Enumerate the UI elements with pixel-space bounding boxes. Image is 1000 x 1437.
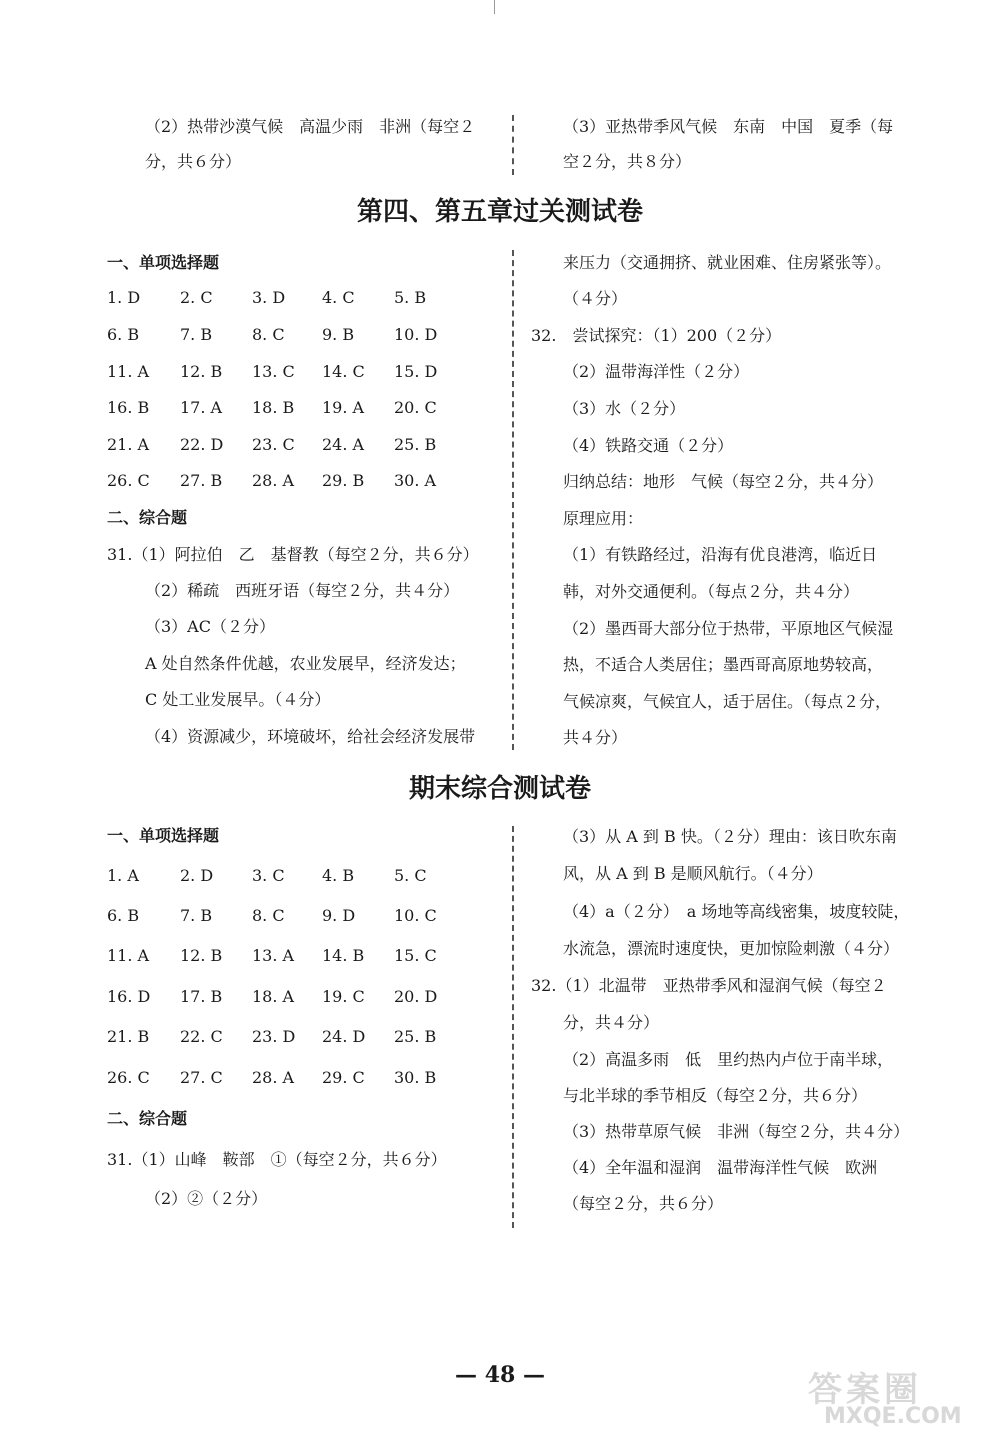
choice-heading: 一、单项选择题 (107, 826, 220, 845)
answer-item: 2. C (180, 288, 213, 307)
top-left-line-1: （2）热带沙漠气候 高温少雨 非洲（每空２ (145, 117, 476, 136)
right-answer-line: （2）墨西哥大部分位于热带，平原地区气候湿 (563, 619, 894, 638)
top-right-line-2: 空２分，共８分） (563, 152, 692, 171)
answer-item: 9. D (322, 906, 356, 925)
answer-item: 7. B (180, 325, 213, 344)
answer-item: 17. B (180, 987, 223, 1006)
answer-item: 21. A (107, 435, 150, 454)
left-answer-line: （2）稀疏 西班牙语（每空２分，共４分） (145, 581, 460, 600)
answer-item: 10. D (394, 325, 438, 344)
answer-item: 11. A (107, 946, 150, 965)
right-answer-line: （4）a（２分） a 场地等高线密集，坡度较陡， (563, 902, 910, 921)
answer-item: 13. C (252, 362, 295, 381)
right-answer-line: （４分） (563, 289, 628, 308)
right-answer-line: 来压力（交通拥挤、就业困难、住房紧张等）。 (563, 253, 892, 272)
column-divider (512, 250, 514, 750)
answer-item: 23. C (252, 435, 295, 454)
right-answer-line: （1）有铁路经过，沿海有优良港湾，临近日 (563, 545, 878, 564)
answer-item: 14. B (322, 946, 365, 965)
right-answer-line: 32. 尝试探究：（1）200（２分） (531, 326, 782, 345)
answer-item: 28. A (252, 1068, 295, 1087)
watermark-url-text: MXQE.COM (824, 1404, 962, 1429)
answer-item: 15. C (394, 946, 437, 965)
answer-item: 11. A (107, 362, 150, 381)
answer-item: 22. D (180, 435, 224, 454)
answer-item: 26. C (107, 1068, 150, 1087)
right-answer-line: （4）铁路交通（２分） (563, 436, 734, 455)
column-divider (512, 826, 514, 1228)
watermark-logo (808, 1362, 988, 1432)
right-answer-line: （4）全年温和湿润 温带海洋性气候 欧洲 (563, 1158, 878, 1177)
top-right-line-1: （3）亚热带季风气候 东南 中国 夏季（每 (563, 117, 894, 136)
section-title: 期末综合测试卷 (408, 774, 591, 804)
answer-item: 15. D (394, 362, 438, 381)
answer-item: 18. B (252, 398, 295, 417)
left-answer-line: 31.（1）山峰 鞍部 ①（每空２分，共６分） (107, 1150, 447, 1169)
choice-heading: 一、单项选择题 (107, 253, 220, 272)
top-crop-mark (494, 0, 495, 14)
answer-item: 6. B (107, 906, 140, 925)
right-answer-line: 韩，对外交通便利。（每点２分，共４分） (563, 582, 860, 601)
answer-item: 30. A (394, 471, 437, 490)
right-answer-line: 风，从 A 到 B 是顺风航行。（４分） (563, 864, 823, 883)
answer-item: 30. B (394, 1068, 437, 1087)
right-answer-line: 气候凉爽，气候宜人，适于居住。（每点２分， (563, 692, 892, 711)
answer-item: 14. C (322, 362, 365, 381)
answer-item: 1. A (107, 866, 139, 885)
answer-item: 20. D (394, 987, 438, 1006)
answer-item: 23. D (252, 1027, 296, 1046)
answer-item: 24. D (322, 1027, 366, 1046)
top-left-line-2: 分，共６分） (145, 152, 242, 171)
answer-item: 17. A (180, 398, 223, 417)
left-answer-line: （2）②（２分） (145, 1189, 268, 1208)
answer-item: 13. A (252, 946, 295, 965)
answer-item: 20. C (394, 398, 437, 417)
comprehensive-heading: 二、综合题 (107, 1109, 188, 1128)
answer-item: 24. A (322, 435, 365, 454)
answer-item: 5. C (394, 866, 427, 885)
right-answer-line: 原理应用： (563, 509, 644, 528)
answer-item: 12. B (180, 946, 223, 965)
answer-item: 27. B (180, 471, 223, 490)
answer-item: 10. C (394, 906, 437, 925)
answer-item: 6. B (107, 325, 140, 344)
answer-item: 26. C (107, 471, 150, 490)
answer-item: 3. C (252, 866, 285, 885)
column-divider (512, 115, 514, 175)
right-answer-line: （3）水（２分） (563, 399, 686, 418)
answer-item: 16. B (107, 398, 150, 417)
answer-item: 2. D (180, 866, 214, 885)
right-answer-line: （3）从 A 到 B 快。（２分）理由：该日吹东南 (563, 827, 897, 846)
right-answer-line: 归纳总结：地形 气候（每空２分，共４分） (563, 472, 884, 491)
answer-item: 22. C (180, 1027, 223, 1046)
answer-item: 7. B (180, 906, 213, 925)
answer-item: 21. B (107, 1027, 150, 1046)
answer-item: 18. A (252, 987, 295, 1006)
answer-item: 19. A (322, 398, 365, 417)
right-answer-line: 水流急，漂流时速度快，更加惊险刺激（４分） (563, 939, 900, 958)
answer-item: 29. B (322, 471, 365, 490)
right-answer-line: 与北半球的季节相反（每空２分，共６分） (563, 1086, 868, 1105)
answer-item: 29. C (322, 1068, 365, 1087)
answer-item: 16. D (107, 987, 151, 1006)
watermark-main-text: 答案圈 (808, 1370, 922, 1410)
right-answer-line: （2）高温多雨 低 里约热内卢位于南半球， (563, 1050, 894, 1069)
answer-item: 28. A (252, 471, 295, 490)
answer-item: 4. B (322, 866, 355, 885)
answer-item: 19. C (322, 987, 365, 1006)
right-answer-line: （3）热带草原气候 非洲（每空２分，共４分） (563, 1122, 910, 1141)
right-answer-line: （2）温带海洋性（２分） (563, 362, 750, 381)
section-title: 第四、第五章过关测试卷 (356, 197, 643, 227)
answer-item: 3. D (252, 288, 286, 307)
right-answer-line: （每空２分，共６分） (563, 1194, 724, 1213)
left-answer-line: A 处自然条件优越，农业发展早，经济发达； (145, 654, 466, 673)
answer-item: 8. C (252, 325, 285, 344)
right-answer-line: 32.（1）北温带 亚热带季风和湿润气候（每空２ (531, 976, 887, 995)
answer-item: 1. D (107, 288, 141, 307)
left-answer-line: 31.（1）阿拉伯 乙 基督教（每空２分，共６分） (107, 545, 479, 564)
answer-item: 5. B (394, 288, 427, 307)
answer-item: 27. C (180, 1068, 223, 1087)
page-number: — 48 — (455, 1362, 545, 1388)
left-answer-line: （3）AC（２分） (145, 617, 275, 636)
answer-item: 12. B (180, 362, 223, 381)
answer-item: 8. C (252, 906, 285, 925)
right-answer-line: 共４分） (563, 728, 628, 747)
left-answer-line: （4）资源减少，环境破坏，给社会经济发展带 (145, 727, 476, 746)
answer-item: 25. B (394, 435, 437, 454)
answer-item: 9. B (322, 325, 355, 344)
left-answer-line: C 处工业发展早。（４分） (145, 690, 331, 709)
right-answer-line: 分，共４分） (563, 1013, 660, 1032)
right-answer-line: 热，不适合人类居住；墨西哥高原地势较高， (563, 655, 884, 674)
comprehensive-heading: 二、综合题 (107, 508, 188, 527)
answer-item: 25. B (394, 1027, 437, 1046)
answer-item: 4. C (322, 288, 355, 307)
